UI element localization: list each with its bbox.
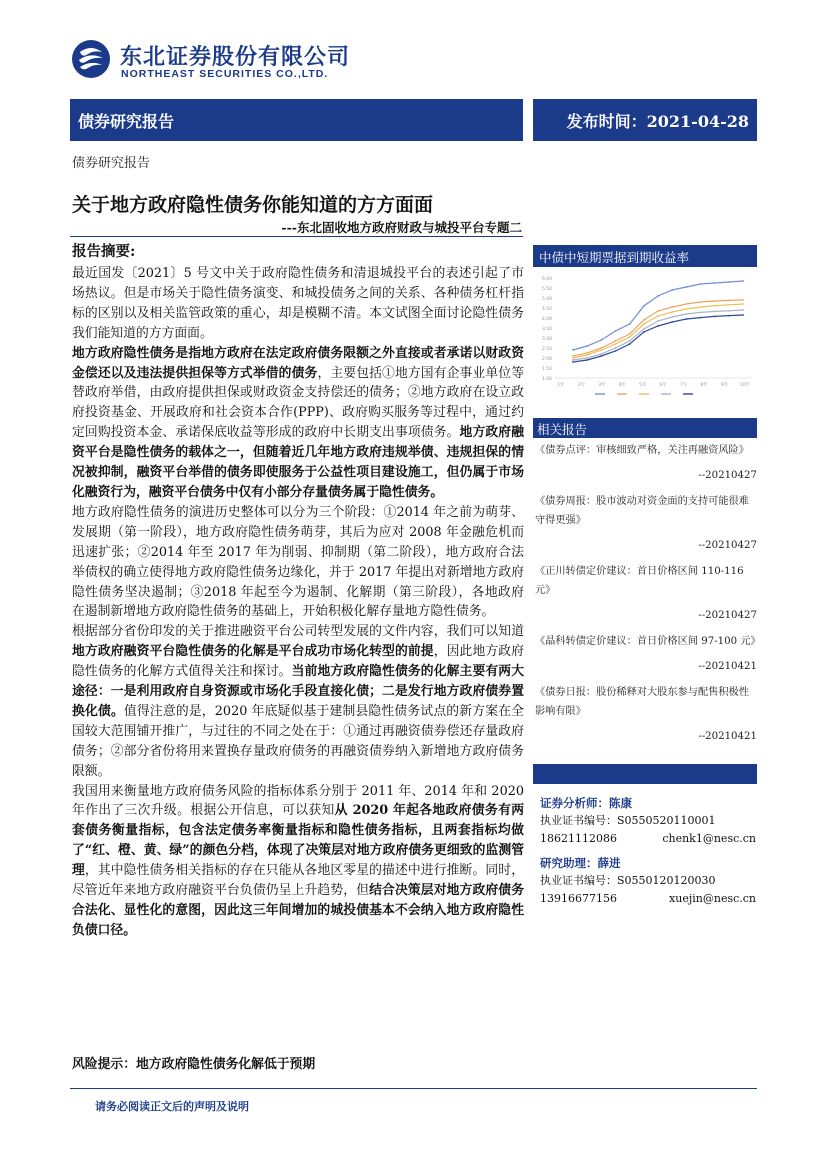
paragraph-2: 地方政府隐性债务是指地方政府在法定政府债务限额之外直接或者承诺以财政资金偿还以及违法提供担保等方式举借的债务，主要包括①地方国有企事业单位等替政府举借，由政府提供担保或财政资金支持偿还的债务；②地方政府在设立政府投资基金、开展政府和社会资本合作(PPP)、政府购买服务等过程中，通过约定回购投资本金、承诺保底收益等形成的政府中长期支出事项债务。地方政府融资平台是隐性债务的载体之一，但随着近几年地方政府违规举债、违规担保的情况被抑制，融资平台举借的债务即使服务于公益性项目建设施工，但仍属于市场化融资行为，融资平台债务中仅有小部分存量债务属于隐性债务。 bbox=[72, 345, 525, 500]
company-name-cn: 东北证券股份有限公司 bbox=[120, 45, 351, 70]
analyst-bar bbox=[533, 764, 757, 784]
series-point bbox=[728, 300, 730, 302]
series-point bbox=[600, 347, 602, 349]
series-point bbox=[671, 321, 673, 323]
related-report-item[interactable] bbox=[535, 441, 757, 485]
series-point bbox=[657, 310, 659, 312]
series-point bbox=[728, 315, 730, 317]
series-point bbox=[615, 340, 617, 342]
series-point bbox=[629, 340, 631, 342]
series-point bbox=[572, 359, 574, 361]
x-tick-label: 5年 bbox=[639, 383, 647, 388]
series-point bbox=[685, 308, 687, 310]
yield-curve-chart bbox=[533, 270, 757, 410]
x-tick-label: 8年 bbox=[700, 383, 708, 388]
analyst-info bbox=[540, 794, 756, 908]
x-tick-label: 7年 bbox=[679, 383, 688, 388]
doc-type: 债券研究报告 bbox=[72, 156, 151, 171]
series-point bbox=[572, 357, 574, 359]
report-category-bar bbox=[70, 99, 523, 141]
series-point bbox=[586, 354, 588, 356]
series-point bbox=[700, 306, 702, 308]
series-point bbox=[700, 317, 702, 319]
series-point bbox=[685, 313, 687, 315]
related-report-item[interactable] bbox=[535, 492, 757, 555]
series-line bbox=[573, 310, 743, 360]
series-point bbox=[671, 316, 673, 318]
series-point bbox=[714, 311, 716, 313]
series-point bbox=[657, 315, 659, 317]
y-tick-label: 1.50 bbox=[541, 367, 552, 372]
x-tick-label: 9年 bbox=[720, 383, 729, 388]
analyst-phone: 18621112086 bbox=[540, 832, 617, 845]
series-point bbox=[615, 343, 617, 345]
related-report-title[interactable]: 《正川转债定价建议：首日价格区间 110-116 元》 bbox=[535, 566, 744, 596]
series-point bbox=[629, 343, 631, 345]
series-point bbox=[742, 299, 744, 301]
y-tick-label: 6.00 bbox=[541, 277, 552, 282]
related-reports-list bbox=[535, 441, 761, 753]
related-report-title[interactable]: 《晶科转债定价建议：首日价格区间 97-100 元》 bbox=[535, 636, 761, 647]
footer-disclaimer[interactable]: 请务必阅读正文后的声明及说明 bbox=[95, 1100, 249, 1113]
y-tick-label: 4.50 bbox=[541, 307, 552, 312]
series-point bbox=[714, 316, 716, 318]
risk-warning: 风险提示：地方政府隐性债务化解低于预期 bbox=[72, 1057, 316, 1072]
x-tick-label: 4年 bbox=[618, 383, 627, 388]
series-point bbox=[629, 333, 631, 335]
series-point bbox=[600, 349, 602, 351]
x-tick-label: 10年 bbox=[739, 383, 751, 388]
series-point bbox=[572, 361, 574, 363]
company-logo bbox=[70, 38, 112, 80]
series-point bbox=[742, 309, 744, 311]
analyst-role: 证券分析师：陈康 bbox=[540, 796, 632, 810]
y-tick-label: 3.50 bbox=[541, 327, 552, 332]
related-report-title[interactable]: 《债券日报：股份稀释对大股东参与配售积极性影响有限》 bbox=[535, 687, 749, 717]
y-tick-label: 1.00 bbox=[541, 377, 552, 382]
series-point bbox=[586, 352, 588, 354]
y-tick-label: 5.00 bbox=[541, 297, 552, 302]
series-point bbox=[600, 353, 602, 355]
assistant-contact bbox=[540, 890, 756, 908]
report-title: 关于地方政府隐性债务你能知道的方方面面 bbox=[72, 194, 434, 216]
series-point bbox=[643, 319, 645, 321]
series-point bbox=[643, 328, 645, 330]
related-report-title[interactable]: 《债券点评：审核细致严格，关注再融资风险》 bbox=[535, 445, 749, 456]
publish-date-bar bbox=[533, 99, 757, 141]
company-name-en: NORTHEAST SECURITIES CO.,LTD. bbox=[121, 68, 329, 80]
series-point bbox=[700, 283, 702, 285]
series-point bbox=[685, 286, 687, 288]
analyst-cert: 执业证书编号：S0550520110001 bbox=[540, 814, 716, 827]
series-point bbox=[700, 312, 702, 314]
y-tick-label: 4.00 bbox=[541, 317, 552, 322]
footer-divider bbox=[70, 1088, 757, 1089]
series-point bbox=[572, 349, 574, 351]
series-point bbox=[742, 314, 744, 316]
x-tick-label: 1年 bbox=[557, 383, 565, 388]
series-line bbox=[573, 300, 743, 356]
series-point bbox=[742, 303, 744, 305]
series-point bbox=[671, 306, 673, 308]
related-report-date: --20210421 bbox=[698, 731, 757, 742]
series-point bbox=[728, 281, 730, 283]
series-point bbox=[572, 355, 574, 357]
related-reports-title: 相关报告 bbox=[537, 422, 588, 437]
series-point bbox=[629, 336, 631, 338]
report-category: 债券研究报告 bbox=[78, 112, 175, 131]
y-tick-label: 2.50 bbox=[541, 347, 552, 352]
series-point bbox=[586, 357, 588, 359]
related-report-date: --20210427 bbox=[698, 610, 757, 621]
related-report-item[interactable] bbox=[535, 632, 761, 676]
y-tick-label: 5.50 bbox=[541, 287, 552, 292]
analyst-email[interactable]: chenk1@nesc.cn bbox=[662, 832, 756, 845]
report-subtitle: ---东北固收地方政府财政与城投平台专题二 bbox=[281, 220, 522, 235]
x-tick-label: 3年 bbox=[598, 383, 606, 388]
series-point bbox=[671, 289, 673, 291]
series-point bbox=[742, 280, 744, 282]
series-point bbox=[714, 300, 716, 302]
analyst-contact bbox=[540, 830, 756, 848]
assistant-cert: 执业证书编号：S0550120120030 bbox=[540, 874, 716, 887]
x-tick-label: 6年 bbox=[659, 383, 667, 388]
series-point bbox=[600, 339, 602, 341]
paragraph-5: 我国用来衡量地方政府债务风险的指标体系分别于 2011 年、2014 年和 2020 年作出了三次升级。根据公开信息，可以获知从 2020 年起各地政府债务有两套债务衡量指标，包含法定债务率衡量指标和隐性债务指标，且两套指标均做了“红、橙、黄、绿”的颜色分档，体现了决策层对地方政府债务更细致的监测管理，其中隐性债务相关指标的存在只能从各地区零星的描述中进行推断。同时，尽管近年来地方政府融资平台负债仍呈上升趋势，但结合决策层对地方政府债务合法化、显性化的意图，因此这三年间增加的城投债基本不会纳入地方政府隐性负债口径。 bbox=[72, 783, 525, 938]
series-point bbox=[586, 345, 588, 347]
related-report-item[interactable] bbox=[535, 683, 757, 746]
assistant-role: 研究助理：薛进 bbox=[540, 856, 621, 870]
series-point bbox=[643, 331, 645, 333]
related-report-date: --20210427 bbox=[698, 470, 757, 481]
series-point bbox=[615, 347, 617, 349]
series-point bbox=[671, 311, 673, 313]
series-point bbox=[728, 310, 730, 312]
related-report-item[interactable] bbox=[535, 562, 757, 625]
series-point bbox=[714, 305, 716, 307]
series-point bbox=[685, 303, 687, 305]
series-point bbox=[685, 318, 687, 320]
series-point bbox=[700, 301, 702, 303]
title-divider bbox=[70, 236, 523, 237]
abstract-body bbox=[72, 264, 524, 941]
paragraph-4: 根据部分省份印发的关于推进融资平台公司转型发展的文件内容，我们可以知道地方政府融资平台隐性债务的化解是平台成功市场化转型的前提，因此地方政府隐性债务的化解方式值得关注和探讨。当前地方政府隐性债务的化解主要有两大途径：一是利用政府自身资源或市场化手段直接化债；二是发行地方政府债券置换化债。值得注意的是，2020 年底疑似基于建制县隐性债务试点的新方案在全国较大范围铺开推广，与过往的不同之处在于：①通过再融资债券偿还存量政府债务；②部分省份将用来置换存量政府债务的再融资债券纳入新增地方政府债务限额。 bbox=[72, 624, 525, 779]
y-tick-label: 2.00 bbox=[541, 357, 552, 362]
series-point bbox=[657, 325, 659, 327]
assistant-email[interactable]: xuejin@nesc.cn bbox=[669, 892, 756, 905]
series-point bbox=[643, 323, 645, 325]
series-point bbox=[615, 350, 617, 352]
publish-date: 发布时间：2021-04-28 bbox=[566, 112, 749, 131]
paragraph-3: 地方政府隐性债务的演进历史整体可以分为三个阶段：①2014 年之前为萌芽、发展期（第一阶段），地方政府隐性债务萌芽，其后为应对 2008 年金融危机而迅速扩张；②2014 年至 2017 年为削弱、抑制期（第二阶段），地方政府合法举债权的确立使得地方政府隐性债务边缘化，并于 2017 年提出对新增地方政府隐性债务坚决遏制；③2018 年起至今为遏制、化解期（第三阶段），各地政府在遏制新增地方政府隐性债务的基础上，开始积极化解存量地方隐性债务。 bbox=[72, 504, 524, 620]
related-report-title[interactable]: 《债券周报：股市波动对资金面的支持可能很难守得更强》 bbox=[535, 496, 749, 526]
series-point bbox=[728, 304, 730, 306]
assistant-phone: 13916677156 bbox=[540, 892, 617, 905]
series-point bbox=[714, 282, 716, 284]
series-line bbox=[573, 304, 743, 358]
series-point bbox=[657, 295, 659, 297]
chart-title: 中债中短期票据到期收益率 bbox=[539, 250, 690, 265]
series-point bbox=[643, 305, 645, 307]
series-point bbox=[657, 320, 659, 322]
y-tick-label: 3.00 bbox=[541, 337, 552, 342]
related-report-date: --20210427 bbox=[698, 540, 757, 551]
related-reports-bar bbox=[533, 418, 757, 438]
x-tick-label: 2年 bbox=[577, 383, 586, 388]
chart-title-bar bbox=[533, 245, 757, 267]
related-report-date: --20210421 bbox=[698, 661, 757, 672]
abstract-heading: 报告摘要: bbox=[72, 243, 136, 260]
series-point bbox=[615, 330, 617, 332]
series-point bbox=[629, 323, 631, 325]
series-point bbox=[600, 355, 602, 357]
paragraph-1: 最近国发〔2021〕5 号文中关于政府隐性债务和清退城投平台的表述引起了市场热议。但是市场关于隐性债务演变、和城投债务之间的关系、各种债务杠杆指标的区别以及相关监管政策的重心，却是模糊不清。本文试图全面讨论隐性债务我们能知道的方方面面。 bbox=[72, 266, 524, 341]
series-point bbox=[586, 359, 588, 361]
